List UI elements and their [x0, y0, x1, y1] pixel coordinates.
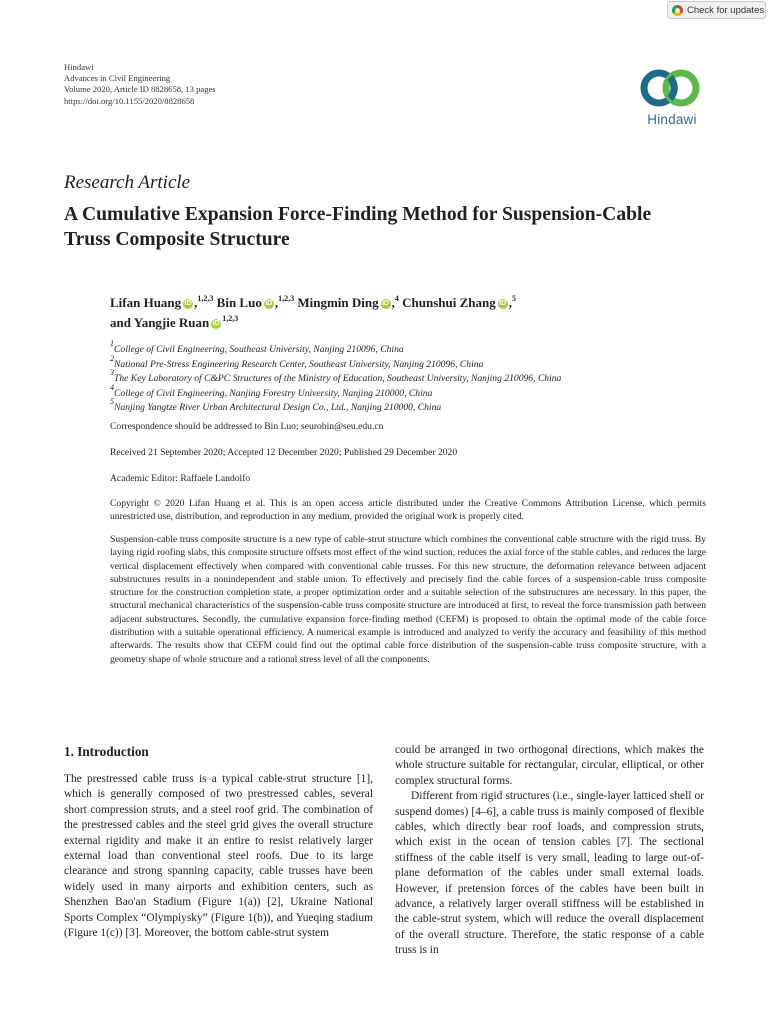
academic-editor: Academic Editor: Raffaele Landolfo — [110, 473, 251, 484]
publisher-name: Hindawi — [64, 62, 94, 72]
body-paragraph: Different from rigid structures (i.e., single-layer latticed shell or suspend domes) [4–6], a cable truss is mainly composed of flexible cables, which directly bear roof loads, and compression struts, which exist in the ocean of tension cables [7]. The sectional stiffness of the cable itself is very small, leading to large out-of-plane deformation of the cables under small external loads. However, if pretension forces of the cables have been built in advance, a relatively larger overall stiffness will be established in the cable-strut system, which will reduce the overall displacement of the overall structure. Therefore, the static response of a cable truss is in — [395, 790, 704, 957]
author-list: Lifan Huang iD ,$^{1,2,3}$ Bin Luo iD ,$^{1,2,3}$ Mingmin Ding iD ,$^4$ Chunshui Zhang iD ,$^5$ and Yangjie Ruan iD$^{1,2,3}$ — [110, 294, 516, 330]
author-name[interactable]: Bin Luo — [216, 295, 262, 310]
affiliation-number: 3 — [110, 368, 114, 377]
authors-and: and — [110, 315, 131, 330]
article-type: Research Article — [64, 172, 191, 193]
correspondence-line: Correspondence should be addressed to Bin Luo; seurobin@seu.edu.cn — [110, 421, 384, 432]
affiliation — [110, 353, 730, 373]
affiliation — [110, 368, 730, 387]
article-title: A Cumulative Expansion Force-Finding Method for Suspension-Cable Truss Composite Structure — [64, 204, 652, 250]
author-name[interactable]: Lifan Huang — [110, 295, 182, 310]
body-column-right — [395, 743, 704, 959]
orcid-icon[interactable]: iD — [184, 300, 192, 308]
affiliation — [110, 382, 730, 402]
affiliation-text: College of Civil Engineering, Southeast University, Nanjing 210096, China — [114, 344, 404, 355]
affiliation — [110, 339, 730, 358]
publication-dates: Received 21 September 2020; Accepted 12 December 2020; Published 29 December 2020 — [110, 447, 458, 458]
affiliation-text: College of Civil Engineering, Nanjing Forestry University, Nanjing 210000, China — [114, 387, 433, 399]
affiliation-list — [110, 339, 730, 416]
check-for-updates-button[interactable] — [667, 1, 766, 19]
affiliation-number: 1 — [110, 339, 114, 348]
author-affil-sup: 5 — [511, 294, 516, 303]
affiliation — [110, 397, 730, 416]
volume-info: Volume 2020, Article ID 8828658, 13 pages — [64, 84, 216, 95]
journal-name: Advances in Civil Engineering — [64, 73, 171, 84]
orcid-icon[interactable]: iD — [265, 300, 273, 308]
author-name[interactable]: Chunshui Zhang — [402, 295, 496, 310]
orcid-icon[interactable]: iD — [382, 300, 390, 308]
author-affil-sup: 1,2,3 — [222, 314, 239, 323]
copyright-notice: Copyright © 2020 Lifan Huang et al. This is an open access article distributed under the Creative Commons Attribution License, which permits unrestricted use, distribution, and reproduction in any medium, provided the original work is properly cited. — [110, 498, 706, 523]
body-paragraph: could be arranged in two orthogonal directions, which makes the whole structure suitable for rectangular, circular, elliptical, or other complex structural forms. — [395, 744, 704, 787]
affiliation-text: Nanjing Yangtze River Urban Architectural Design Co., Ltd., Nanjing 210000, China — [114, 402, 442, 413]
doi-link[interactable]: https://doi.org/10.1155/2020/8828658 — [64, 95, 195, 106]
orcid-icon[interactable]: iD — [212, 320, 220, 328]
orcid-icon[interactable]: iD — [499, 300, 507, 308]
affiliation-text: The Key Laboratory of C&PC Structures of the Ministry of Education, Southeast University, Nanjing 210096, China — [114, 373, 562, 384]
author-affil-sup: 4 — [394, 294, 399, 303]
author-affil-sup: 1,2,3 — [197, 294, 214, 303]
author-name[interactable]: Yangjie Ruan — [133, 315, 210, 330]
section-heading: 1. Introduction — [64, 744, 149, 759]
author-name[interactable]: Mingmin Ding — [297, 295, 379, 310]
hindawi-logo-text: Hindawi — [647, 112, 697, 127]
abstract-text: Suspension-cable truss composite structure is a new type of cable-strut structure which combines the conventional cable structure with the rigid truss. By laying rigid roofing slabs, this composite structure offsets most effect of the wind suction, reduces the axial force of the stable cables, and reduces the large vertical displacement effectively when compared with conventional cable trusses. For this new structure, the deformation relevance between adjacent substructures results in a nonindependent and stable union. To effectively and precisely find the cable forces of a suspension-cable truss composite structure for the construction completion state, a proper optimization order and a suitable selection of the substructures are necessary. In this paper, the structural mechanical characteristics of the suspension-cable truss composite structure are introduced at first, to reveal the force transmission path between adjacent substructures. Secondly, the cumulative expansion force-finding method (CEFM) is proposed to obtain the optimal mode of the cable force distribution with a suitable operational efficiency. A numerical example is introduced and analyzed to verify the accuracy and feasibility of this method afterwards. The results show that CEFM could find out the optimal cable force distribution of the suspension-cable truss composite structure, with a geometry shape of whole structure and a rational stress level of all the components. — [110, 534, 706, 665]
author-affil-sup: 1,2,3 — [278, 294, 295, 303]
affiliation-number: 2 — [110, 353, 114, 363]
journal-header — [64, 62, 216, 107]
affiliation-number: 4 — [110, 382, 114, 392]
body-paragraph: The prestressed cable truss is a typical cable-strut structure [1], which is generally composed of two prestressed cables, several short compression struts, and a steel roof grid. The combination of the prestressed cables and the steel grid gives the overall structure external rigidity and make it an entire to resist relatively larger external load than conventional steel roofs. Due to its large clearance and strong spanning capacity, cable trusses have been widely used in many airports and exhibition centers, such as Shenzhen Bao'an Stadium (Figure 1(a)) [2], Ukraine National Sports Complex “Olympiysky” (Figure 1(b)), and Yueqing stadium (Figure 1(c)) [3]. Moreover, the bottom cable-strut system — [64, 773, 373, 940]
body-column-left — [64, 772, 373, 941]
check-for-updates-label: Check for updates — [687, 4, 765, 16]
affiliation-text: National Pre-Stress Engineering Research Center, Southeast University, Nanjing 210096, China — [114, 358, 484, 370]
crossmark-icon — [672, 5, 683, 16]
affiliation-number: 5 — [110, 397, 114, 406]
